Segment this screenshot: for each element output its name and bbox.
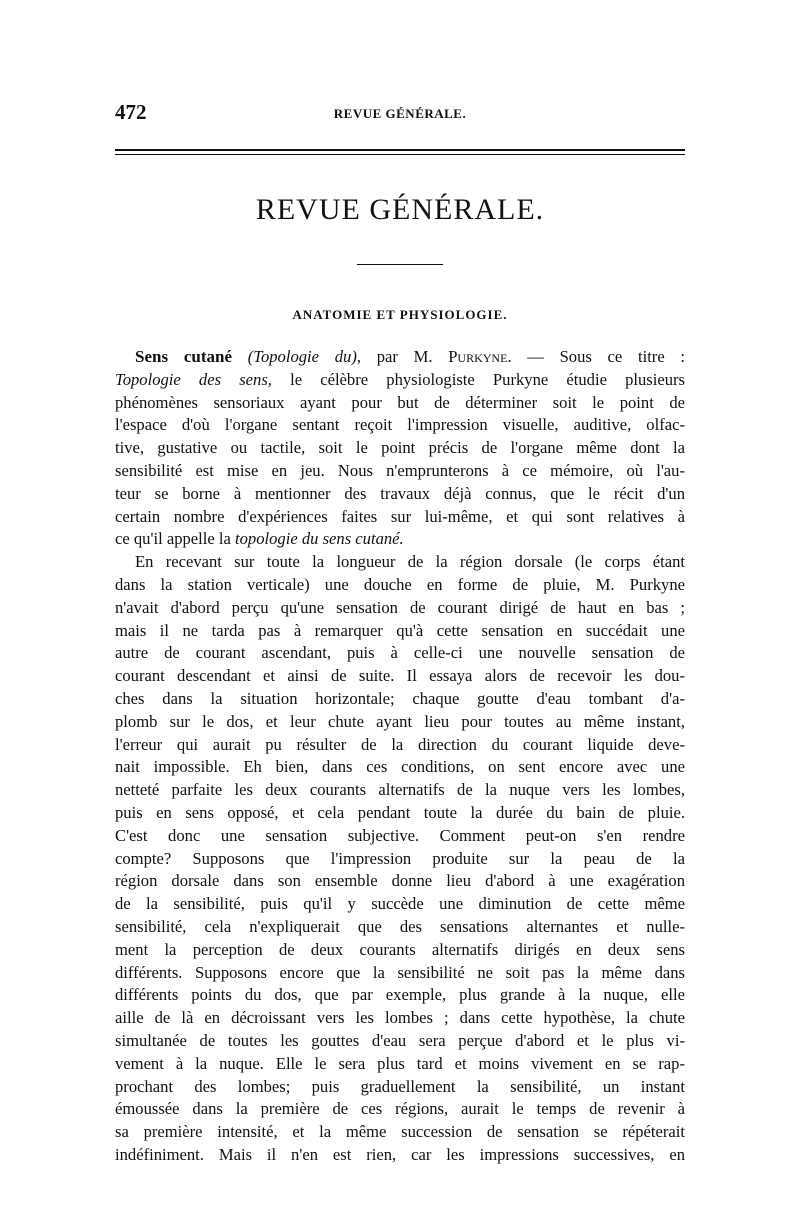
title-divider	[357, 264, 443, 265]
author-prefix: , par M.	[356, 347, 449, 366]
italic-phrase: topologie du sens cutané.	[235, 529, 404, 549]
text-line: certain nombre d'expériences faites sur lui-même, et qui sont relatives à	[115, 506, 685, 526]
author-name: Purkyne	[448, 347, 508, 366]
text-line: de la sensibilité, puis qu'il y succède une diminution de cette même	[115, 894, 685, 914]
article-body	[115, 346, 685, 1167]
text-line: vement à la nuque. Elle le sera plus tard et moins vivement en se rap-	[115, 1053, 685, 1073]
text-line: émoussée dans la première de ces régions, aurait le temps de revenir à	[115, 1099, 685, 1119]
text-line: plomb sur le dos, et leur chute ayant lieu pour toutes au même instant,	[115, 711, 685, 731]
text-line: sa première intensité, et la même succession de sensation se répéterait	[115, 1122, 685, 1142]
text-line: région dorsale dans son ensemble donne lieu d'abord à une exagération	[115, 871, 685, 891]
header-double-rule	[115, 149, 685, 155]
text-line: En recevant sur toute la longueur de la région dorsale (le corps étant	[135, 552, 685, 572]
text-line: mais il ne tarda pas à remarquer qu'à cette sensation en succédait une	[115, 620, 685, 640]
entry-head-paren: (Topologie du)	[247, 347, 357, 366]
text-line	[115, 346, 685, 369]
text-line: autre de courant ascendant, puis à celle-ci une nouvelle sensation de	[115, 643, 685, 663]
text-line: dans la station verticale) une douche en forme de pluie, M. Purkyne	[115, 574, 685, 594]
text-line: compte? Supposons que l'impression produite sur la peau de la	[115, 848, 685, 868]
text-line: ce qu'il appelle la topologie du sens cutané.	[115, 529, 404, 549]
text-line: n'avait d'abord perçu qu'une sensation de courant dirigé de haut en bas ;	[115, 597, 685, 617]
italic-phrase: Topologie des sens,	[115, 369, 272, 389]
text-line: teur se borne à mentionner des travaux déjà connus, que le récit d'un	[115, 483, 685, 503]
text-line: prochant des lombes; puis graduellement la sensibilité, un instant	[115, 1076, 685, 1096]
text-line: ment la perception de deux courants alternatifs dirigés en deux sens	[115, 939, 685, 959]
text-line: tive, gustative ou tactile, soit le point précis de l'organe même dont la	[115, 438, 685, 458]
text-line: netteté parfaite les deux courants alternatifs de la nuque vers les lombes,	[115, 780, 685, 800]
text-line: nait impossible. Eh bien, dans ces conditions, on sent encore avec une	[115, 757, 685, 777]
page-number: 472	[115, 100, 147, 124]
entry-intro: . — Sous ce titre :	[507, 347, 686, 366]
text-line: phénomènes sensoriaux ayant pour but de déterminer soit le point de	[115, 392, 685, 412]
text-line: différents. Supposons encore que la sensibilité ne soit pas la même dans	[115, 962, 685, 982]
section-title: ANATOMIE ET PHYSIOLOGIE.	[292, 307, 508, 322]
text-line: sensibilité, cela n'expliquerait que des sensations alternantes et nulle-	[115, 916, 685, 936]
text-line: courant descendant et ainsi de suite. Il essaya alors de recevoir les dou-	[115, 666, 685, 686]
text-line: indéfiniment. Mais il n'en est rien, car les impressions successives, en	[115, 1144, 685, 1164]
text-line: l'espace d'où l'organe sentant reçoit l'impression visuelle, auditive, olfac-	[115, 415, 685, 435]
text-line: C'est donc une sensation subjective. Comment peut-on s'en rendre	[115, 825, 685, 845]
running-title: REVUE GÉNÉRALE.	[333, 106, 467, 121]
text-line: différents points du dos, que par exemple, plus grande à la nuque, elle	[115, 985, 685, 1005]
page-title: REVUE GÉNÉRALE.	[255, 193, 545, 226]
running-header	[115, 100, 685, 130]
entry-head: Sens cutané	[135, 347, 233, 366]
text-line: Topologie des sens, le célèbre physiologiste Purkyne étudie plusieurs	[115, 369, 686, 389]
text-line: puis en sens opposé, et cela pendant toute la durée du bain de pluie.	[115, 802, 685, 822]
text-line: sensibilité est mise en jeu. Nous n'emprunterons à ce mémoire, où l'au-	[115, 460, 685, 480]
text-line: aille de là en décroissant vers les lombes ; dans cette hypothèse, la chute	[115, 1008, 685, 1028]
text-line: l'erreur qui aurait pu résulter de la direction du courant liquide deve-	[115, 734, 685, 754]
text-line: simultanée de toutes les gouttes d'eau sera perçue d'abord et le plus vi-	[115, 1030, 685, 1050]
text-line: ches dans la situation horizontale; chaque goutte d'eau tombant d'a-	[115, 688, 685, 708]
